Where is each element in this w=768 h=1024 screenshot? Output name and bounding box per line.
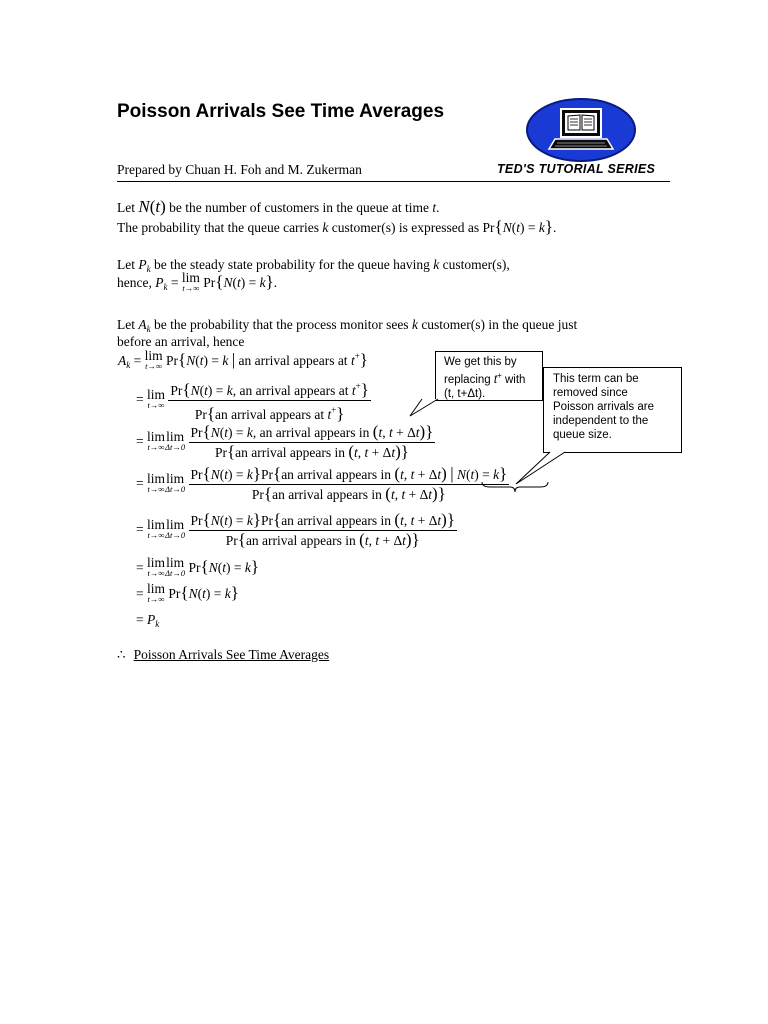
paragraph-1-line-1: Let N(t) be the number of customers in the queue at time t. (117, 197, 440, 216)
derivation-step-1: $A_k$ = lim t→∞ Pr{N(t) = k | an arrival appears at t+} (118, 347, 368, 371)
derivation-step-3: = lim t→∞ lim Δt→0 $\frac{\text{Pr\{N(t) = k, an arrival appears in (t, t + Δt)\}}}{\text{Pr\{an arrival appears in (t, t + Δt)\}}}$ (136, 422, 434, 461)
conclusion: ∴ Poisson Arrivals See Time Averages (117, 647, 330, 662)
callout-pointer-icon (510, 450, 570, 486)
derivation-step-2: = lim t→∞ $\frac{Pr\{N(t) = k, an arrival appears at t^+\}}{Pr\{an arrival appears at t^+\}}$ (136, 380, 369, 423)
paragraph-2-line-2: hence, $P_k$ = lim t→∞ Pr{N(t) = k}. (117, 270, 278, 293)
logo (525, 97, 637, 163)
derivation-step-5: = lim t→∞ lim Δt→0 $\frac{\text{Pr\{N(t) = k\}Pr\{an arrival appears in (t, t + Δt)\}}}{\text{Pr\{an arrival appears in (t, t + Δt)\}}}$ (136, 510, 455, 549)
paragraph-3-line-2: before an arrival, hence (117, 334, 245, 349)
derivation-step-7: = lim t→∞ Pr{N(t) = k} (136, 580, 239, 604)
therefore-icon: ∴ (117, 647, 126, 662)
paragraph-1-line-2: The probability that the queue carries k customer(s) is expressed as Pr{N(t) = k}. (117, 217, 557, 236)
header-divider (117, 181, 670, 182)
paragraph-2-line-1: Let $P_k$ be the steady state probability for the queue having k customer(s), (117, 257, 510, 274)
callout-independent-term: This term can be removed since Poisson arrivals are independent to the queue size. (543, 367, 682, 453)
series-label: TED'S TUTORIAL SERIES (497, 162, 656, 176)
paragraph-3-line-1: Let $A_k$ be the probability that the process monitor sees k customer(s) in the queue just (117, 317, 578, 334)
derivation-step-6: = lim t→∞ lim Δt→0 Pr{N(t) = k} (136, 554, 259, 578)
document-title: Poisson Arrivals See Time Averages (117, 101, 445, 122)
derivation-step-8: = $P_k$ (136, 612, 160, 629)
author-byline: Prepared by Chuan H. Foh and M. Zukerman (117, 162, 362, 177)
callout-replacing-t: We get this by replacing t+ with (t, t+Δt). (435, 351, 543, 401)
callout-pointer-icon (408, 398, 444, 418)
open-book-on-laptop-icon (525, 97, 637, 163)
derivation-step-4: = lim t→∞ lim Δt→0 $\frac{\text{Pr\{N(t) = k\}Pr\{an arrival appears in (t, t + Δt) | N(t) = k\}}}{\text{Pr\{an arrival appears in (t, t + Δt)\}}}$ (136, 464, 508, 503)
